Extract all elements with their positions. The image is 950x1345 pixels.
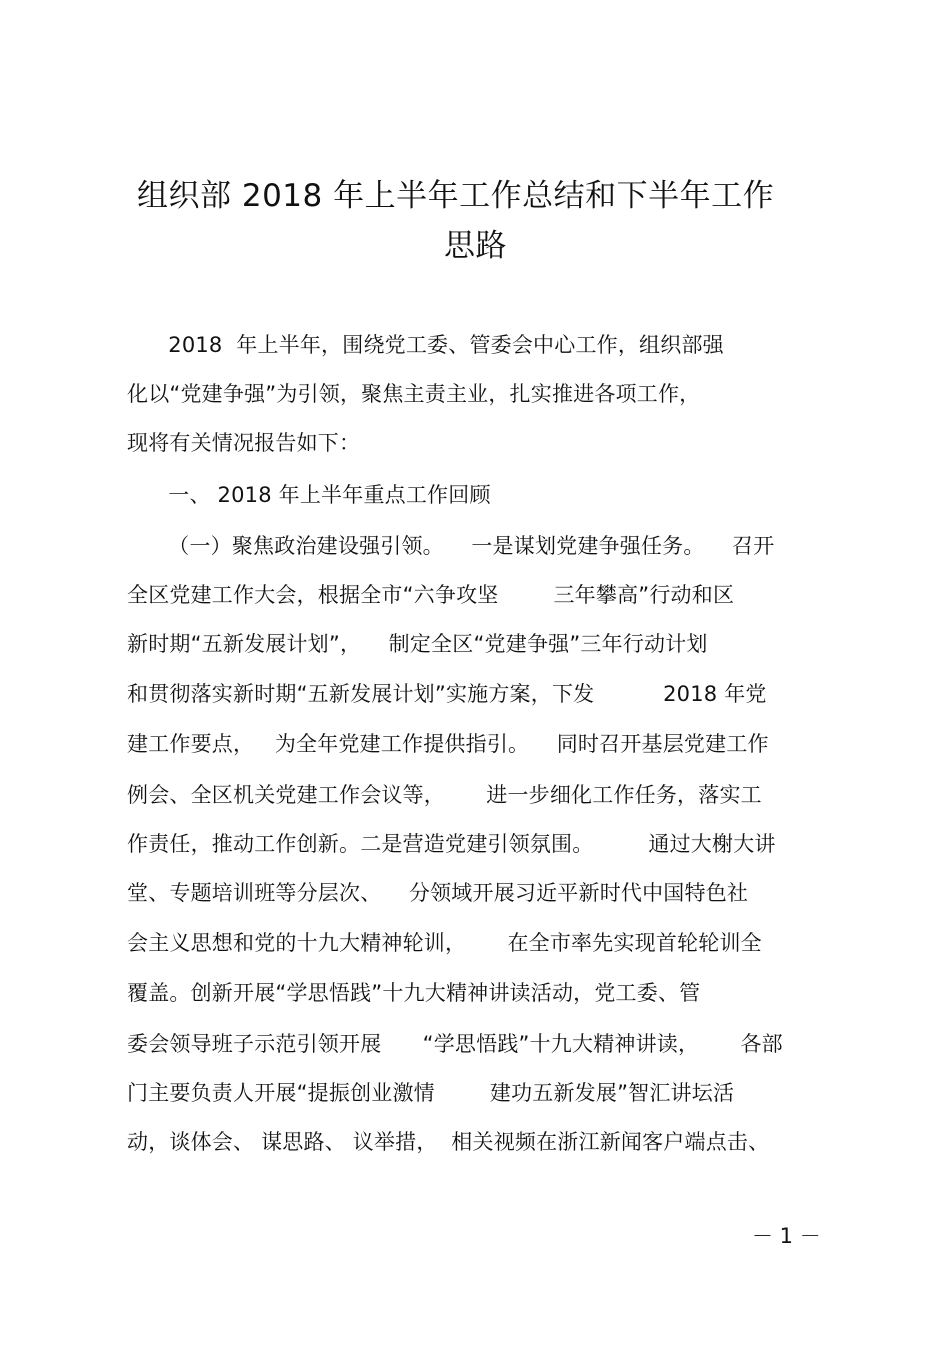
body-line: 门主要负责人开展“提振创业激情 建功五新发展”智汇讲坛活 [127,1081,735,1105]
body-line: 全区党建工作大会，根据全市“六争攻坚 三年攀高”行动和区 [127,583,735,607]
body-line: 例会、全区机关党建工作会议等， 进一步细化工作任务，落实工 [127,783,762,807]
body-line: 建工作要点， 为全年党建工作提供指引。 同时召开基层党建工作 [127,732,769,756]
body-line: 委会领导班子示范引领开展 “学思悟践”十九大精神讲读， 各部 [127,1032,783,1056]
section-heading: 一、 2018 年上半年重点工作回顾 [127,483,491,507]
body-line: 动，谈体会、 谋思路、 议举措， 相关视频在浙江新闻客户端点击、 [127,1130,770,1154]
document-title-line-1: 组织部 2018 年上半年工作总结和下半年工作 [137,178,775,214]
body-line: 新时期“五新发展计划”， 制定全区“党建争强”三年行动计划 [127,632,708,656]
page-number: － 1 － [752,1224,821,1248]
body-line: 会主义思想和党的十九大精神轮训， 在全市率先实现首轮轮训全 [127,931,762,955]
document-title-line-2: 思路 [444,228,507,264]
body-line: 作责任，推动工作创新。二是营造党建引领氛围。 通过大榭大讲 [127,832,776,856]
body-line: 化以“党建争强”为引领，聚焦主责主业，扎实推进各项工作， [127,382,701,406]
body-line: 2018 年上半年，围绕党工委、管委会中心工作，组织部强 [127,333,724,357]
body-line: 和贯彻落实新时期“五新发展计划”实施方案，下发 2018 年党 [127,682,767,706]
body-line: 现将有关情况报告如下： [127,431,361,455]
body-line: 覆盖。创新开展“学思悟践”十九大精神讲读活动，党工委、管 [127,981,701,1005]
body-line: 堂、专题培训班等分层次、 分领域开展习近平新时代中国特色社 [127,881,749,905]
body-line: （一）聚焦政治建设强引领。 一是谋划党建争强任务。 召开 [127,534,775,558]
